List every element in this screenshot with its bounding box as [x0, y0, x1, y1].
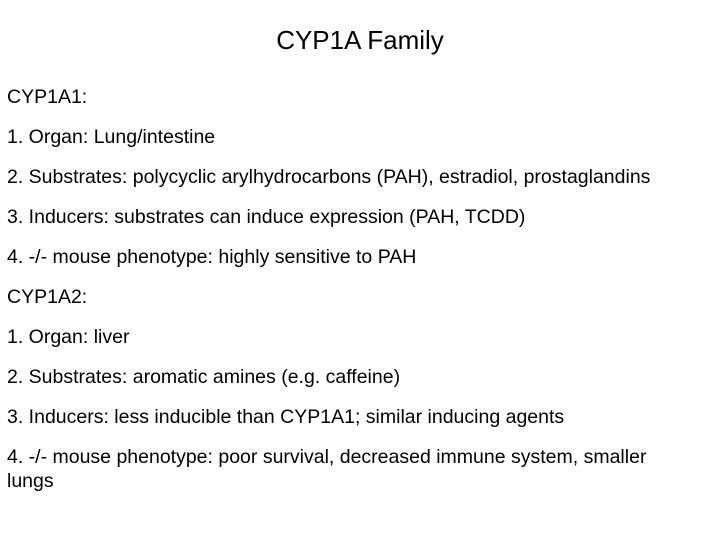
slide-body: [7, 85, 713, 509]
cyp1a2-organ: 1. Organ: liver: [7, 326, 130, 348]
cyp1a2-phenotype: 4. -/- mouse phenotype: poor survival, decreased immune system, smaller lungs: [7, 446, 647, 492]
section-heading-cyp1a1: CYP1A1:: [7, 86, 88, 108]
cyp1a1-organ: 1. Organ: Lung/intestine: [7, 126, 216, 148]
slide-title: CYP1A Family: [276, 25, 444, 55]
cyp1a1-substrates: 2. Substrates: polycyclic arylhydrocarbons (PAH), estradiol, prostaglandins: [7, 166, 651, 188]
section-heading-cyp1a2: CYP1A2:: [7, 286, 88, 308]
cyp1a1-phenotype: 4. -/- mouse phenotype: highly sensitive to PAH: [7, 246, 417, 268]
cyp1a2-inducers: 3. Inducers: less inducible than CYP1A1; similar inducing agents: [7, 406, 565, 428]
cyp1a1-inducers: 3. Inducers: substrates can induce expression (PAH, TCDD): [7, 206, 526, 228]
cyp1a2-substrates: 2. Substrates: aromatic amines (e.g. caffeine): [7, 366, 401, 388]
